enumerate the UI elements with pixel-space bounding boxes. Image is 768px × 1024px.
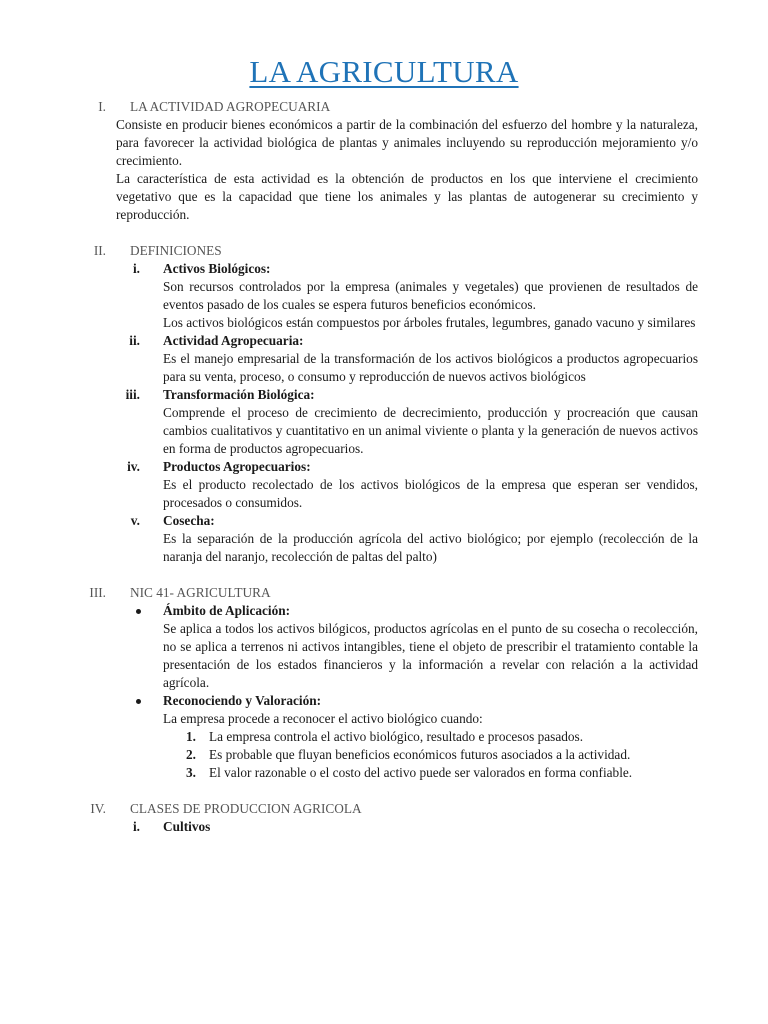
section-heading: CLASES DE PRODUCCION AGRICOLA xyxy=(130,801,362,816)
definition-item xyxy=(0,458,768,512)
item-text: Es el manejo empresarial de la transformación de los activos biológicos a productos agropecuarios para su venta, proceso, o consumo y reproducción de nuevos activos biológicos xyxy=(163,351,698,384)
item-heading: Actividad Agropecuaria: xyxy=(163,333,304,348)
item-heading: Activos Biológicos: xyxy=(163,261,271,276)
item-number: i. xyxy=(132,261,140,276)
definition-item xyxy=(0,332,768,386)
section-heading: NIC 41- AGRICULTURA xyxy=(130,585,271,600)
list-text: El valor razonable o el costo del activo puede ser valorados en forma confiable. xyxy=(209,765,633,780)
item-number: iii. xyxy=(125,387,140,402)
numbered-list-item xyxy=(0,764,768,782)
item-text: Se aplica a todos los activos bilógicos, productos agrícolas en el punto de su cosecha o recolección, no se aplica a terrenos ni activos intangibles, tiene el objeto de prescribir el tratamiento contable la presentación de los estados financieros y la información a revelar con relación a la actividad agrícola. xyxy=(163,621,698,690)
section-4 xyxy=(0,800,768,836)
paragraph: La característica de esta actividad es la obtención de productos en los que interviene el crecimiento vegetativo que es la capacidad que tiene los animales y las plantas de autogenerar su crecimiento y reproducción. xyxy=(116,171,698,222)
item-text: Comprende el proceso de crecimiento de decrecimiento, producción y procreación que causan cambios cualitativos y cuantitativo en un animal viviente o planta y la generación de nuevos activos en forma de productos agropecuarios. xyxy=(163,405,698,456)
bullet-icon xyxy=(136,609,141,614)
section-2 xyxy=(0,242,768,566)
section-number: III. xyxy=(89,585,106,600)
document-title: LA AGRICULTURA xyxy=(249,54,519,89)
paragraph: Consiste en producir bienes económicos a partir de la combinación del esfuerzo del hombre y la naturaleza, para favorecer la actividad biológica de plantas y animales incluyendo su reproducción mejoramiento y/o crecimiento. xyxy=(116,117,698,168)
item-heading: Productos Agropecuarios: xyxy=(163,459,311,474)
section-1 xyxy=(0,98,768,224)
item-text: Son recursos controlados por la empresa (animales y vegetales) que provienen de resultados de eventos pasado de los cuales se espera futuros beneficios económicos. xyxy=(163,279,698,312)
item-number: v. xyxy=(130,513,140,528)
section-number: IV. xyxy=(90,801,106,816)
definition-item xyxy=(0,386,768,458)
item-heading: Reconociendo y Valoración: xyxy=(163,693,322,708)
definition-item xyxy=(0,818,768,836)
bullet-icon xyxy=(136,699,141,704)
numbered-list-item xyxy=(0,746,768,764)
item-number: i. xyxy=(132,819,140,834)
list-text: Es probable que fluyan beneficios económicos futuros asociados a la actividad. xyxy=(209,747,631,762)
definition-item xyxy=(0,512,768,566)
section-number: I. xyxy=(98,99,106,114)
item-heading: Cosecha: xyxy=(163,513,215,528)
list-text: La empresa controla el activo biológico, resultado e procesos pasados. xyxy=(209,729,584,744)
section-heading: DEFINICIONES xyxy=(130,243,222,258)
list-number: 1. xyxy=(186,729,196,744)
item-heading: Transformación Biológica: xyxy=(163,387,315,402)
item-text: Los activos biológicos están compuestos por árboles frutales, legumbres, ganado vacuno y similares xyxy=(163,315,696,330)
bullet-item xyxy=(0,602,768,692)
item-number: iv. xyxy=(127,459,140,474)
item-text: Es la separación de la producción agrícola del activo biológico; por ejemplo (recolección de la naranja del naranjo, recolección de paltas del palto) xyxy=(163,531,698,564)
item-text: Es el producto recolectado de los activos biológicos de la empresa que esperan ser vendidos, procesados o consumidos. xyxy=(163,477,698,510)
bullet-item xyxy=(0,692,768,782)
list-number: 2. xyxy=(186,747,196,762)
section-number: II. xyxy=(93,243,106,258)
document-content xyxy=(0,98,768,836)
item-text: La empresa procede a reconocer el activo biológico cuando: xyxy=(163,711,483,726)
definition-item xyxy=(0,260,768,332)
item-heading: Ámbito de Aplicación: xyxy=(163,603,291,618)
item-number: ii. xyxy=(129,333,140,348)
section-3 xyxy=(0,584,768,782)
section-heading: LA ACTIVIDAD AGROPECUARIA xyxy=(130,99,331,114)
numbered-list-item xyxy=(0,728,768,746)
list-number: 3. xyxy=(186,765,196,780)
item-heading: Cultivos xyxy=(163,819,211,834)
